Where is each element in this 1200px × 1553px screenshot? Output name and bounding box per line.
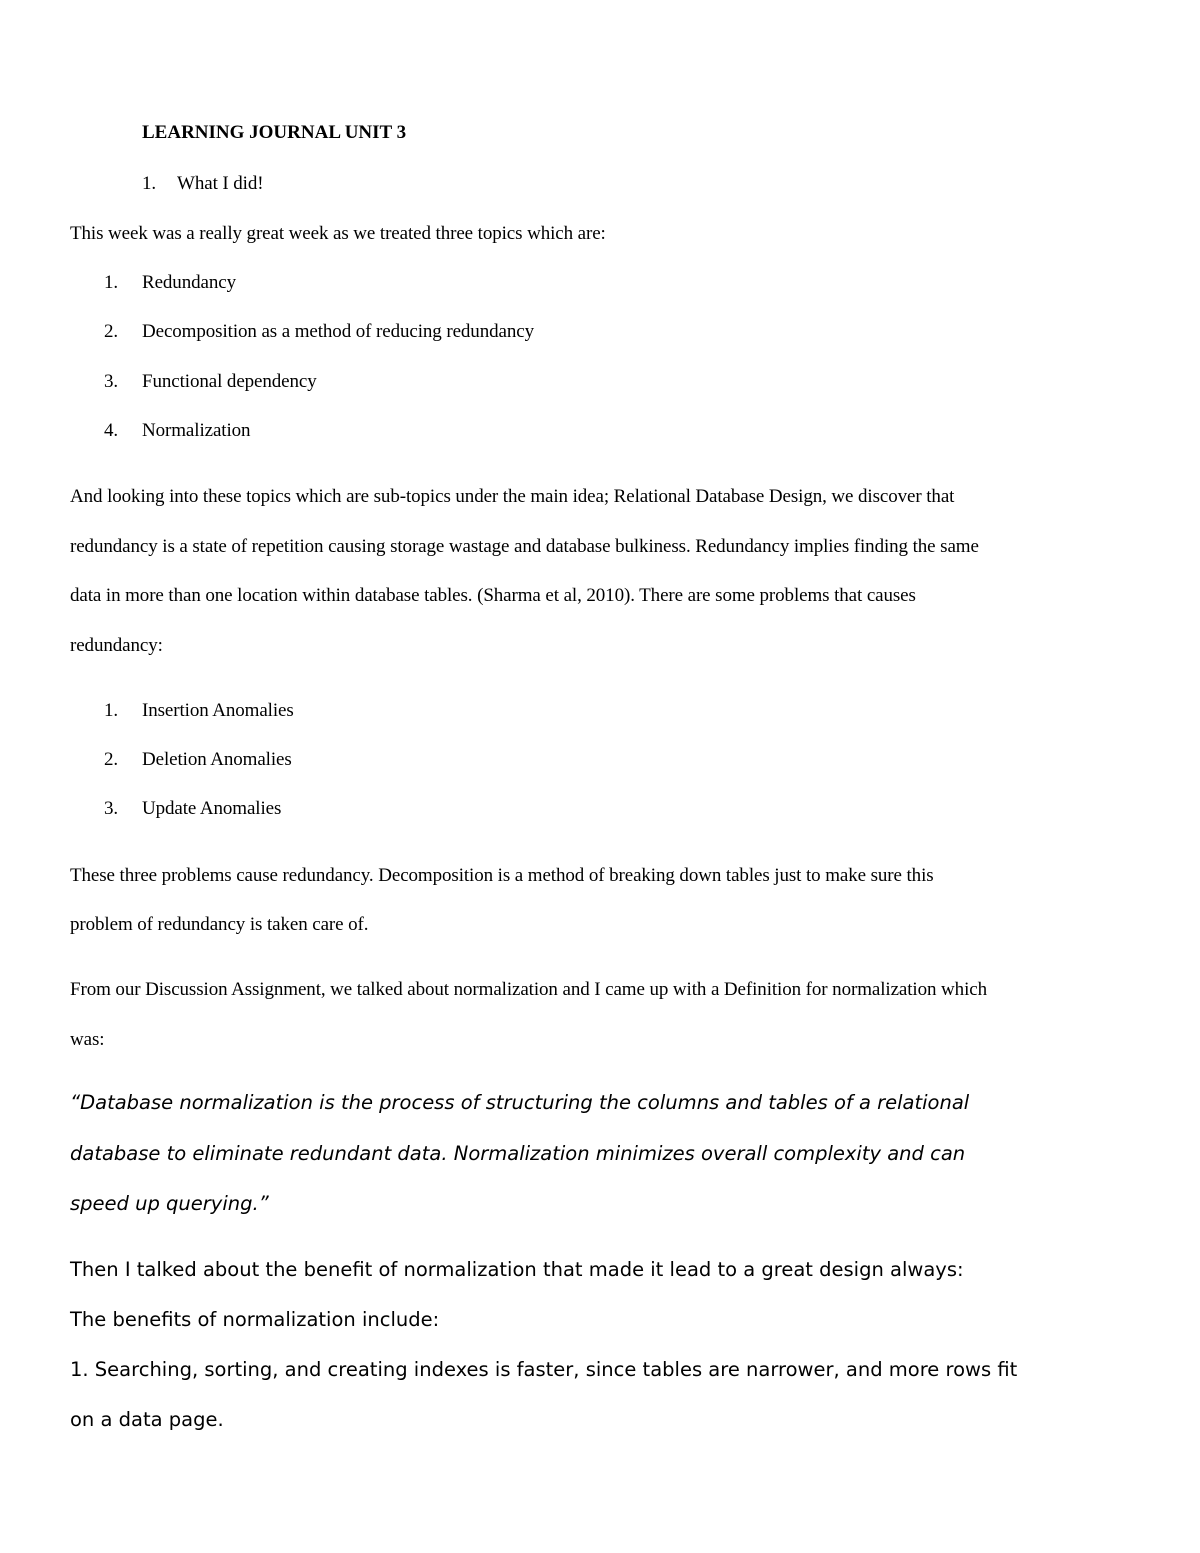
list-item [70, 371, 1130, 397]
quote-line: “Database normalization is the process of structuring the columns and tables of a relational [70, 1091, 970, 1114]
paragraph-line: was: [70, 1029, 105, 1050]
benefits-line: on a data page. [70, 1408, 224, 1431]
list-item [70, 272, 1130, 298]
list-item-text: Decomposition as a method of reducing redundancy [142, 321, 534, 342]
list-item-text: Update Anomalies [142, 798, 282, 819]
list-item-text: Functional dependency [142, 371, 317, 392]
list-item-number: 3. [104, 371, 119, 392]
list-item [70, 420, 1130, 446]
list-item [70, 321, 1130, 347]
list-item-number: 3. [104, 798, 119, 819]
paragraph-line: And looking into these topics which are sub-topics under the main idea; Relational Database Design, we discover that [70, 486, 955, 507]
paragraph-line: These three problems cause redundancy. Decomposition is a method of breaking down tables just to make sure this [70, 865, 934, 886]
paragraph-line: redundancy is a state of repetition causing storage wastage and database bulkiness. Redundancy implies finding the same [70, 536, 979, 557]
benefits-line: Then I talked about the benefit of normalization that made it lead to a great design always: [70, 1258, 964, 1281]
benefits-line: The benefits of normalization include: [70, 1308, 440, 1331]
list-item-text: Deletion Anomalies [142, 749, 292, 770]
list-item-text: Normalization [142, 420, 251, 441]
list-item-number: 1. [104, 700, 119, 721]
list-item-number: 1. [104, 272, 119, 293]
paragraph-line: redundancy: [70, 635, 163, 656]
list-item-text: Insertion Anomalies [142, 700, 294, 721]
paragraph-line: From our Discussion Assignment, we talked about normalization and I came up with a Definition for normalization which [70, 979, 987, 1000]
list-item-number: 2. [104, 749, 119, 770]
subheading-number: 1. [142, 173, 157, 194]
list-item [70, 749, 1130, 775]
intro-paragraph: This week was a really great week as we treated three topics which are: [70, 223, 606, 244]
list-item-text: Redundancy [142, 272, 236, 293]
benefits-line: 1. Searching, sorting, and creating indexes is faster, since tables are narrower, and more rows fit [70, 1358, 1018, 1381]
list-item [70, 798, 1130, 824]
quote-line: database to eliminate redundant data. Normalization minimizes overall complexity and can [70, 1142, 966, 1165]
document-title: LEARNING JOURNAL UNIT 3 [142, 122, 407, 143]
subheading-text: What I did! [177, 173, 264, 194]
list-item-number: 2. [104, 321, 119, 342]
quote-line: speed up querying.” [70, 1192, 269, 1215]
list-item-number: 4. [104, 420, 119, 441]
paragraph-line: problem of redundancy is taken care of. [70, 914, 369, 935]
list-item [70, 700, 1130, 726]
paragraph-line: data in more than one location within database tables. (Sharma et al, 2010). There are some problems that causes [70, 585, 916, 606]
